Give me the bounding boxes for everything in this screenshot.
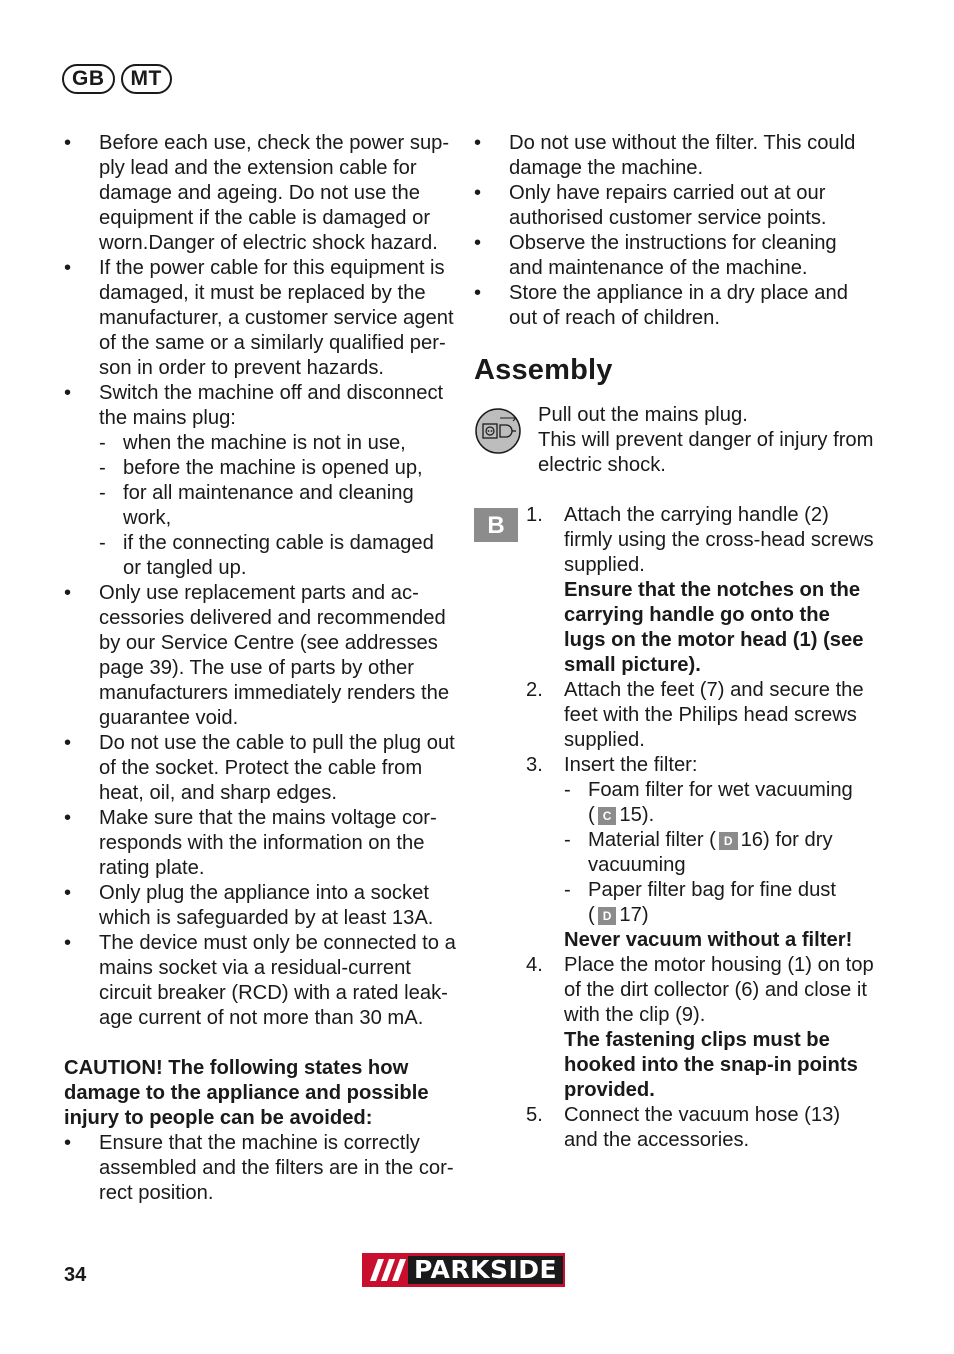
switch-off-conditions — [99, 431, 456, 581]
caution-heading: CAUTION! The following states how damage to the appliance and possible injury to people can be avoided: — [64, 1057, 429, 1129]
step-2 — [526, 678, 874, 753]
list-item: • Only have repairs carried out at our authorised customer service points. — [474, 181, 874, 231]
list-item-text: Switch the machine off and disconnect the mains plug: — [99, 382, 444, 429]
notice-line: Pull out the mains plug. — [538, 404, 748, 426]
list-item: • Observe the instructions for cleaning and maintenance of the machine. — [474, 231, 874, 281]
left-column — [64, 131, 456, 1206]
step-text: Attach the feet (7) and secure the feet with the Philips head screws supplied. — [564, 679, 864, 751]
caution-list — [64, 1131, 456, 1206]
safety-list-right — [474, 131, 874, 331]
dash-text: ( — [588, 904, 595, 926]
language-badge-gb: GB — [62, 64, 115, 94]
step-number: 5. — [526, 1104, 543, 1126]
list-item: • Only use replacement parts and ac- cessories delivered and recommended by our Service Centre (see addresses page 39). The use of parts by other manufacturers immediately renders the guarantee void. — [64, 581, 456, 731]
dash-item: - for all maintenance and cleaning work, — [99, 481, 456, 531]
step-text: Connect the vacuum hose (13) and the accessories. — [564, 1104, 841, 1151]
step-note: The fastening clips must be hooked into the snap-in points provided. — [564, 1029, 858, 1101]
dash-text: Foam filter for wet vacuuming — [588, 779, 853, 801]
list-item: • Do not use the cable to pull the plug out of the socket. Protect the cable from heat, oil, and sharp edges. — [64, 731, 456, 806]
list-item: • Only plug the appliance into a socket which is safeguarded by at least 13A. — [64, 881, 456, 931]
figure-ref-d: D — [719, 832, 738, 850]
list-item: • Store the appliance in a dry place and out of reach of children. — [474, 281, 874, 331]
assembly-steps-block — [474, 503, 874, 1153]
step-1 — [526, 503, 874, 678]
step-note: Never vacuum without a filter! — [564, 929, 853, 951]
dash-text: Material filter ( — [588, 829, 716, 851]
dash-item-material-filter — [564, 828, 874, 878]
step-text: Place the motor housing (1) on top of the dirt collector (6) and close it with the clip (9). — [564, 954, 874, 1026]
list-item: • Do not use without the filter. This could damage the machine. — [474, 131, 874, 181]
filter-options — [564, 778, 874, 928]
figure-ref-c: C — [598, 807, 617, 825]
page-number: 34 — [64, 1264, 87, 1286]
dash-text: Paper filter bag for fine dust — [588, 879, 836, 901]
dash-text: 17) — [619, 904, 649, 926]
plug-icon — [474, 407, 522, 455]
notice-line: This will prevent danger of injury from electric shock. — [538, 429, 874, 476]
list-item: • The device must only be connected to a mains socket via a residual-current circuit breaker (RCD) with a rated leak- age current of not more than 30 mA. — [64, 931, 456, 1031]
dash-item: - if the connecting cable is damaged or tangled up. — [99, 531, 456, 581]
list-item: • Ensure that the machine is correctly assembled and the filters are in the cor- rect position. — [64, 1131, 456, 1206]
dash-item-paper-filter — [564, 878, 874, 928]
dash-text: 16) for dry vacuuming — [588, 829, 833, 876]
list-item: • If the power cable for this equipment is damaged, it must be replaced by the manufacturer, a customer service agent of the same or a similarly qualified per- son in order to prevent hazards. — [64, 256, 456, 381]
dash-item-foam-filter — [564, 778, 874, 828]
step-number: 3. — [526, 754, 543, 776]
dash-text: 15). — [619, 804, 655, 826]
list-item: • Make sure that the mains voltage cor- responds with the information on the rating plate. — [64, 806, 456, 881]
logo-stripes-icon — [362, 1253, 408, 1287]
step-text: Insert the filter: — [564, 754, 698, 776]
step-note: Ensure that the notches on the carrying handle go onto the lugs on the motor head (1) (see small picture). — [564, 579, 864, 676]
dash-item: - before the machine is opened up, — [99, 456, 456, 481]
dash-item: - when the machine is not in use, — [99, 431, 456, 456]
parkside-logo — [362, 1253, 565, 1287]
step-number: 4. — [526, 954, 543, 976]
unplug-notice — [474, 403, 874, 478]
language-badge-mt: MT — [121, 64, 172, 94]
figure-label-b: B — [474, 508, 518, 542]
assembly-steps — [526, 503, 874, 1153]
list-item-switch-off — [64, 381, 456, 581]
dash-text: ( — [588, 804, 595, 826]
step-4 — [526, 953, 874, 1103]
language-badges — [62, 64, 172, 94]
right-column — [474, 131, 874, 1153]
safety-list-top — [64, 131, 456, 1031]
list-item: • Before each use, check the power sup- ply lead and the extension cable for damage and ageing. Do not use the equipment if the cable is damaged or worn.Danger of electric shock hazard. — [64, 131, 456, 256]
step-5 — [526, 1103, 874, 1153]
assembly-heading: Assembly — [474, 354, 613, 386]
step-number: 2. — [526, 679, 543, 701]
brand-name: PARKSIDE — [408, 1256, 563, 1284]
step-3 — [526, 753, 874, 953]
figure-ref-d: D — [598, 907, 617, 925]
step-text: Attach the carrying handle (2) firmly using the cross-head screws supplied. — [564, 504, 874, 576]
step-number: 1. — [526, 504, 543, 526]
notice-text — [538, 403, 874, 478]
